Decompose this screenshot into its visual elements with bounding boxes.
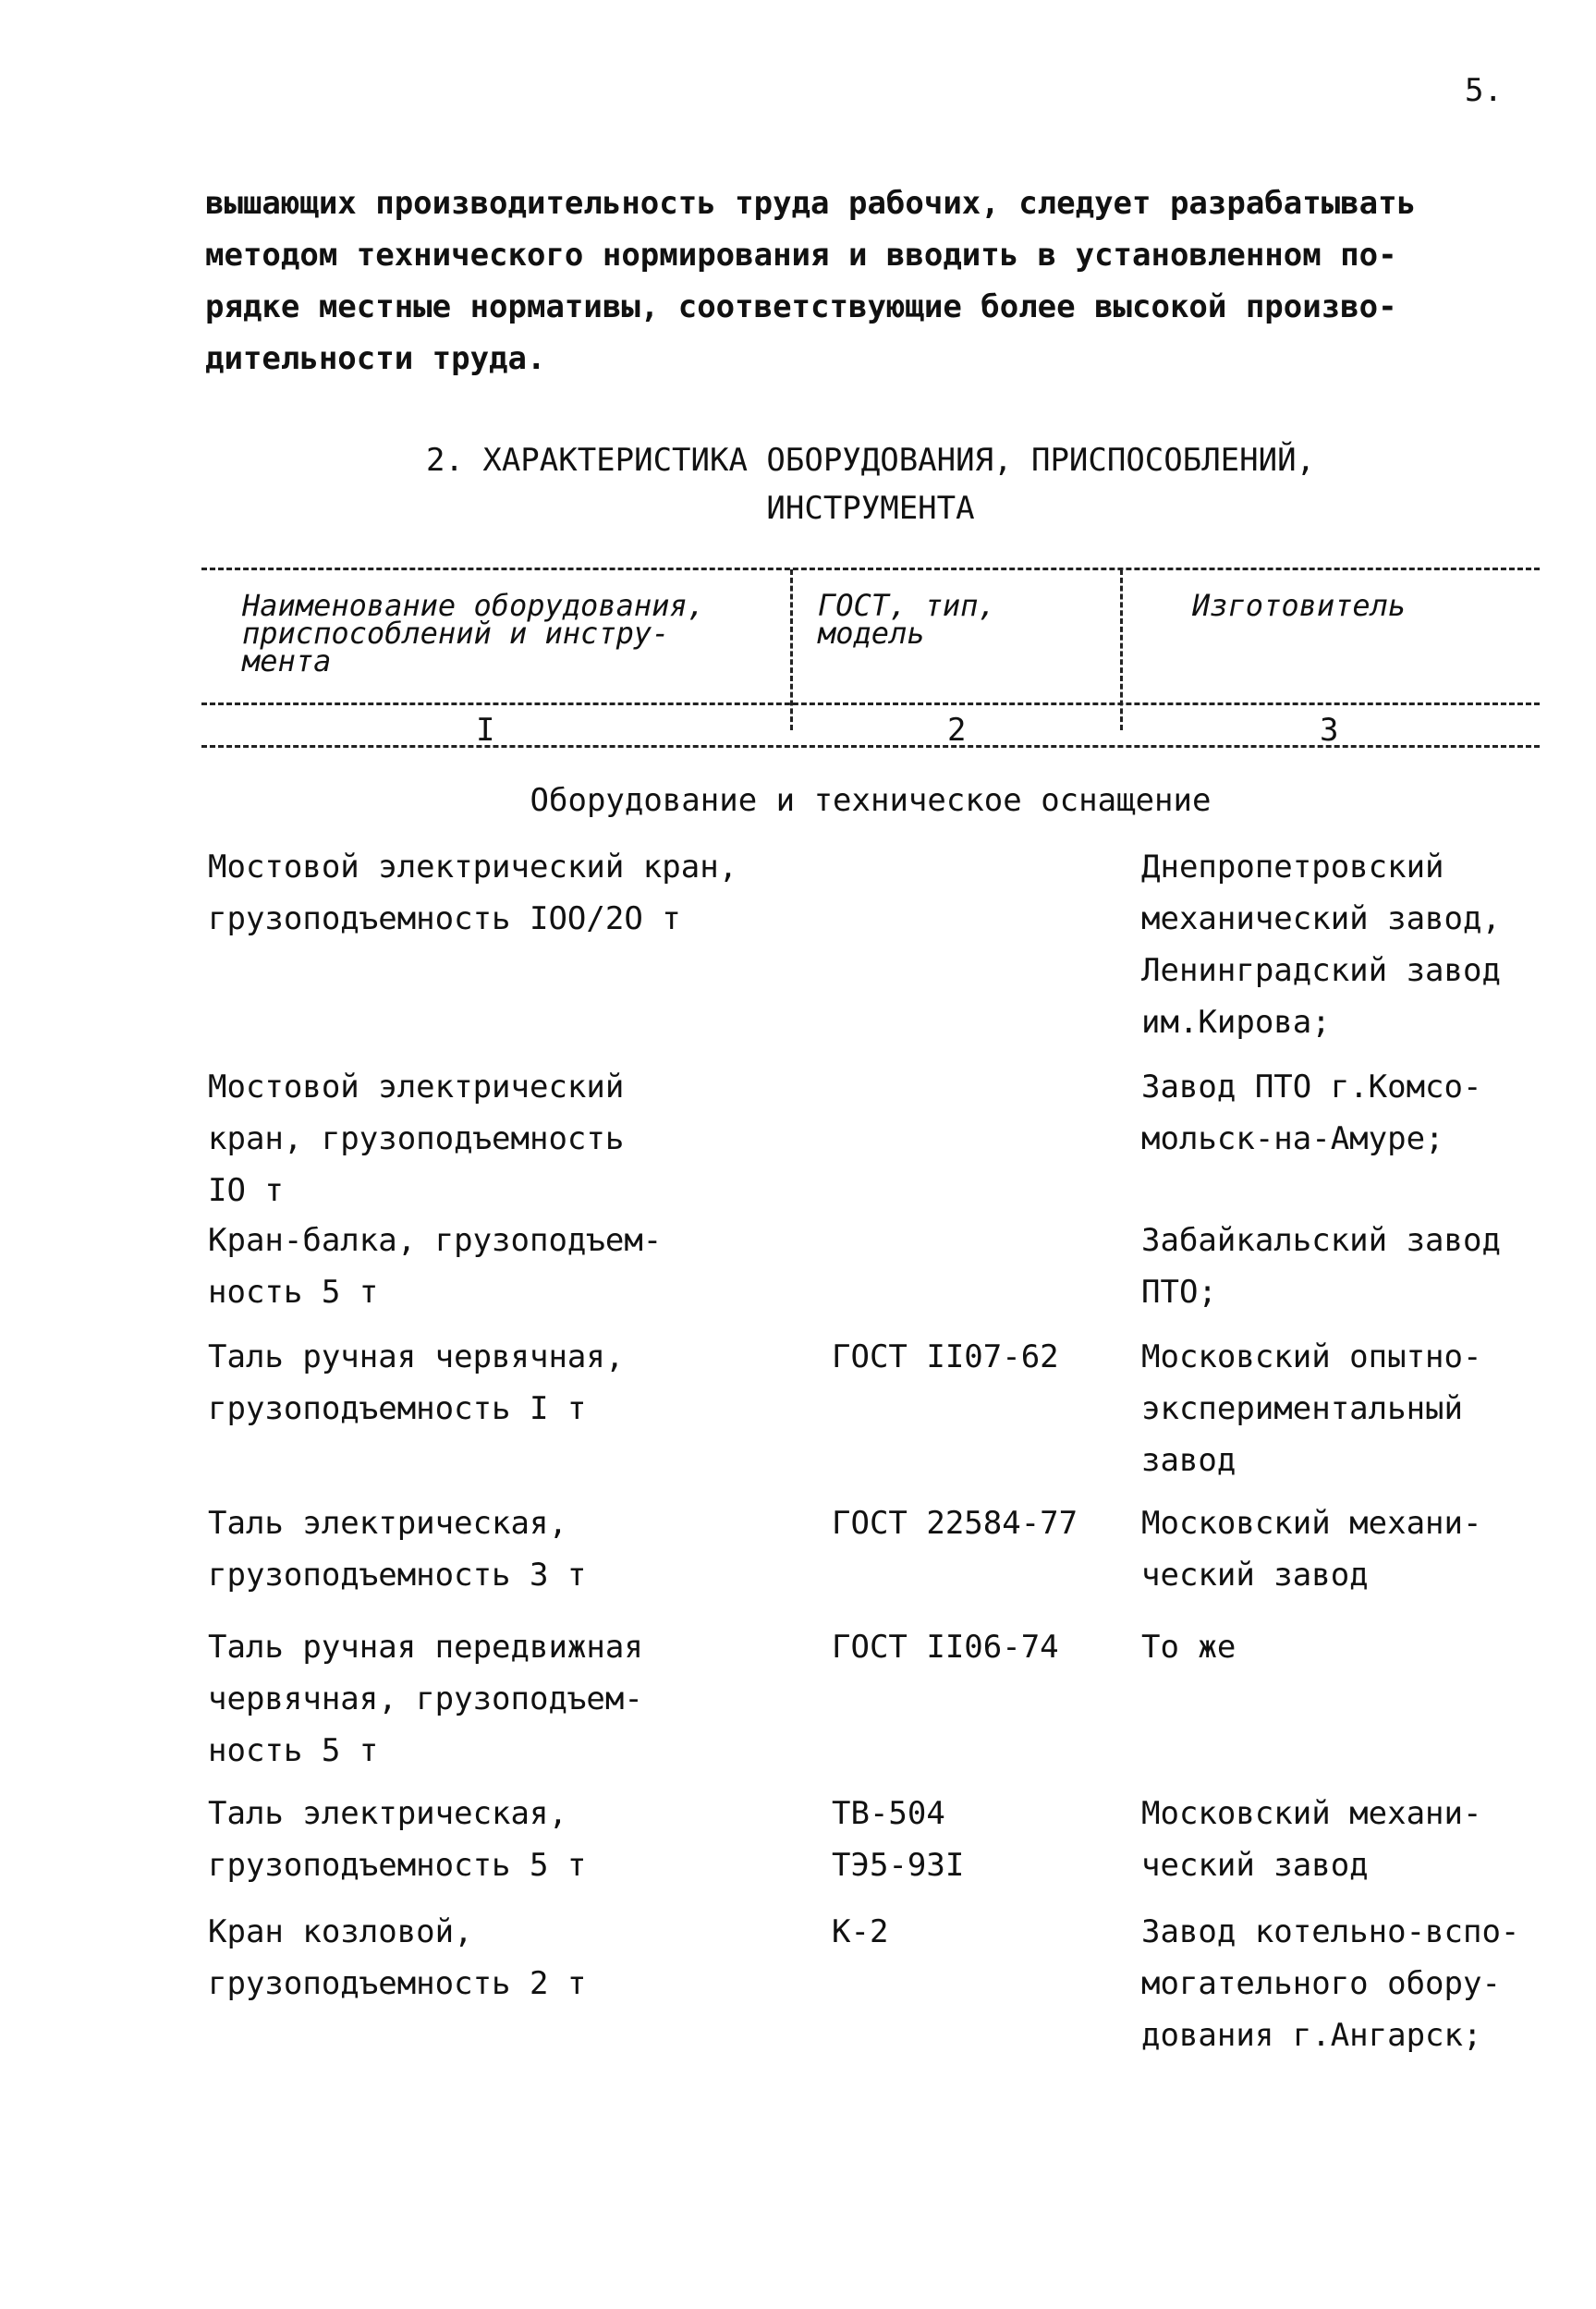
cell-text: Днепропетровский [1141,849,1444,886]
header-text: Изготовитель [1192,588,1407,623]
cell-text: К-2 [832,1913,889,1950]
cell-text: ГОСТ II06-74 [832,1629,1059,1666]
cell-text: могательного обору- [1141,1965,1501,2002]
header-text: мента [242,643,332,678]
manufacturer [1141,1906,1576,2061]
gost-model [832,1788,1127,1891]
cell-text: экспериментальный [1141,1390,1463,1427]
table-numbers-rule [201,745,1540,748]
cell-text: То же [1141,1629,1237,1666]
gost-model [832,1331,1127,1383]
cell-text: механический завод, [1141,900,1501,937]
cell-text: Московский опытно- [1141,1338,1482,1375]
cell-text: грузоподъемность 5 т [208,1847,587,1884]
manufacturer [1141,1788,1576,1891]
section-title-line1: 2. ХАРАКТЕРИСТИКА ОБОРУДОВАНИЯ, ПРИСПОСОБЛЕНИЙ, [425,442,1316,479]
equipment-name [208,1497,799,1601]
cell-text: мольск-на-Амуре; [1141,1120,1444,1157]
equipment-name [208,1061,799,1216]
table-header-rule [201,702,1540,705]
header-text: приспособлений и инстру- [242,616,670,651]
cell-text: Таль ручная червячная, [208,1338,625,1375]
cell-text: кран, грузоподъемность [208,1120,625,1157]
cell-text: завод [1141,1442,1237,1479]
cell-text: Мостовой электрический [208,1069,625,1106]
section-title-line2: ИНСТРУМЕНТА [766,490,975,527]
cell-text: грузоподъемность IOO/2O т [208,900,681,937]
cell-text: Московский механи- [1141,1795,1482,1832]
cell-text: ТВ-504 [832,1795,945,1832]
table-top-rule [201,568,1540,570]
intro-line: вышающих производительность труда рабочих, следует разрабатывать [205,185,1417,222]
cell-text: грузоподъемность 2 т [208,1965,587,2002]
cell-text: Таль электрическая, [208,1505,567,1542]
header-text: ГОСТ, тип, [818,588,996,623]
cell-text: ТЭ5-93I [832,1847,965,1884]
column-divider [790,569,793,730]
cell-text: ческий завод [1141,1847,1369,1884]
equipment-name [208,1621,799,1777]
header-gost-column [818,588,996,651]
equipment-name [208,1788,799,1891]
cell-text: Мостовой электрический кран, [208,849,738,886]
cell-text: Кран-балка, грузоподъем- [208,1222,663,1259]
column-number: 2 [947,712,967,749]
header-name-column [242,588,705,678]
column-number: 3 [1320,712,1339,749]
cell-text: Московский механи- [1141,1505,1482,1542]
equipment-name [208,841,799,945]
intro-paragraph [205,177,1554,385]
table-subheading: Оборудование и техническое оснащение [530,782,1212,819]
gost-model [832,1906,1127,1958]
column-divider [1120,569,1123,730]
cell-text: Завод котельно-вспо- [1141,1913,1520,1950]
equipment-name [208,1906,799,2010]
intro-line: дительности труда. [205,340,546,377]
cell-text: ность 5 т [208,1732,379,1769]
cell-text: ГОСТ 22584-77 [832,1505,1078,1542]
manufacturer [1141,1497,1576,1601]
cell-text: червячная, грузоподъем- [208,1680,643,1717]
cell-text: ческий завод [1141,1557,1369,1594]
cell-text: им.Кирова; [1141,1004,1331,1041]
intro-line: рядке местные нормативы, соответствующие более высокой произво- [205,288,1397,325]
header-text: модель [818,616,925,651]
equipment-name [208,1331,799,1435]
cell-text: грузоподъемность 3 т [208,1557,587,1594]
cell-text: грузоподъемность I т [208,1390,587,1427]
cell-text: дования г.Ангарск; [1141,2017,1482,2054]
intro-line: методом технического нормирования и вводить в установленном по- [205,237,1397,274]
cell-text: ГОСТ II07-62 [832,1338,1059,1375]
header-text: Наименование оборудования, [242,588,705,623]
manufacturer [1141,1331,1576,1486]
gost-model [832,1497,1127,1549]
header-maker-column [1192,588,1407,623]
page-number: 5. [1465,72,1503,109]
cell-text: ПТО; [1141,1274,1217,1311]
manufacturer [1141,841,1576,1048]
cell-text: IO т [208,1172,284,1209]
cell-text: Таль электрическая, [208,1795,567,1832]
column-number: I [476,712,495,749]
gost-model [832,1621,1127,1673]
manufacturer [1141,1621,1576,1673]
cell-text: Таль ручная передвижная [208,1629,643,1666]
manufacturer [1141,1215,1576,1318]
manufacturer [1141,1061,1576,1165]
cell-text: Завод ПТО г.Комсо- [1141,1069,1482,1106]
cell-text: ность 5 т [208,1274,379,1311]
cell-text: Ленинградский завод [1141,952,1501,989]
cell-text: Кран козловой, [208,1913,473,1950]
cell-text: Забайкальский завод [1141,1222,1501,1259]
equipment-name [208,1215,799,1318]
